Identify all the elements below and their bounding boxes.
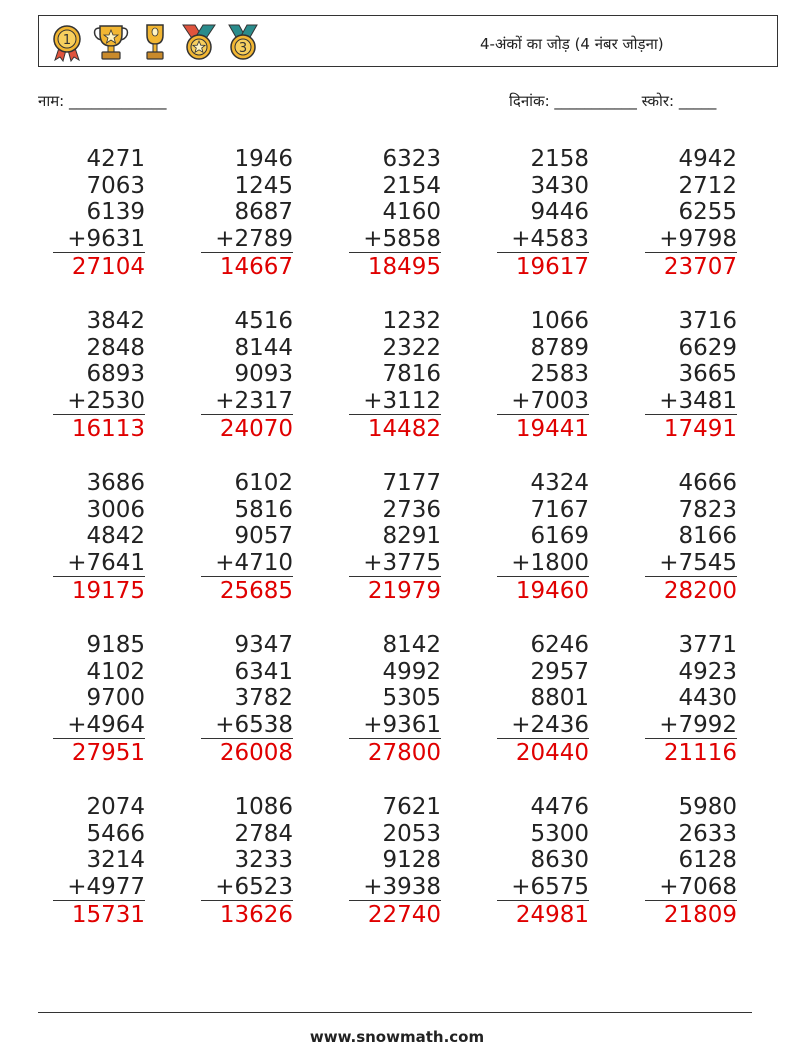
addend: 1946 <box>234 146 293 172</box>
addition-problem <box>349 146 441 281</box>
addend-last: +9361 <box>349 712 441 740</box>
addend-last: +2789 <box>201 226 293 254</box>
answer: 24981 <box>515 902 589 928</box>
addend: 3665 <box>678 361 737 387</box>
addend-last: +3938 <box>349 874 441 902</box>
addend: 2633 <box>678 820 737 847</box>
addend: 6246 <box>530 632 589 658</box>
addend: 5816 <box>234 496 293 523</box>
addend-last: +6575 <box>497 874 589 902</box>
medal-number: 3 <box>238 41 248 56</box>
addition-problem <box>349 794 441 929</box>
answer: 27800 <box>367 740 441 766</box>
addend-last: +2530 <box>53 388 145 416</box>
footer-site: www.snowmath.com <box>309 1028 485 1046</box>
addend: 1245 <box>234 172 293 199</box>
addend: 5300 <box>530 820 589 847</box>
addend: 3233 <box>234 847 293 873</box>
addend: 4666 <box>678 470 737 496</box>
addition-problem <box>349 470 441 605</box>
addend: 6893 <box>86 361 145 387</box>
answer: 21809 <box>663 902 737 928</box>
answer: 21116 <box>663 740 737 766</box>
header-box <box>38 15 778 67</box>
addition-problem <box>53 308 145 443</box>
addend-last: +7545 <box>645 550 737 578</box>
addend-last: +1800 <box>497 550 589 578</box>
addend: 5466 <box>86 820 145 847</box>
answer: 19617 <box>515 254 589 280</box>
date-score-field: दिनांक: ___________ स्कोर: _____ <box>509 92 717 110</box>
addend-last: +4977 <box>53 874 145 902</box>
addend: 5305 <box>382 685 441 711</box>
answer: 19175 <box>71 578 145 604</box>
gold-medal-1-icon <box>47 22 87 62</box>
addend: 3214 <box>86 847 145 873</box>
answer: 25685 <box>219 578 293 604</box>
answer: 19460 <box>515 578 589 604</box>
addend: 8630 <box>530 847 589 873</box>
addend-last: +6538 <box>201 712 293 740</box>
addend: 3716 <box>678 308 737 334</box>
addition-problem <box>645 146 737 281</box>
footer-divider <box>38 1012 752 1013</box>
addend-last: +2317 <box>201 388 293 416</box>
addend: 9057 <box>234 523 293 549</box>
addend-last: +6523 <box>201 874 293 902</box>
addend: 8144 <box>234 334 293 361</box>
addend-last: +5858 <box>349 226 441 254</box>
addend: 6169 <box>530 523 589 549</box>
addition-problem <box>349 308 441 443</box>
addend: 2154 <box>382 172 441 199</box>
answer: 14667 <box>219 254 293 280</box>
addend: 2583 <box>530 361 589 387</box>
addend: 3006 <box>86 496 145 523</box>
addend: 9347 <box>234 632 293 658</box>
addend: 9700 <box>86 685 145 711</box>
addend: 8801 <box>530 685 589 711</box>
addend: 6341 <box>234 658 293 685</box>
addend-last: +7068 <box>645 874 737 902</box>
answer: 21979 <box>367 578 441 604</box>
medal-row <box>47 22 263 62</box>
addend: 2053 <box>382 820 441 847</box>
cup-trophy-icon <box>135 22 175 62</box>
worksheet-title: 4-अंकों का जोड़ (4 नंबर जोड़ना) <box>480 35 664 53</box>
addition-problem <box>53 470 145 605</box>
addend-last: +2436 <box>497 712 589 740</box>
addend: 9446 <box>530 199 589 225</box>
answer: 17491 <box>663 416 737 442</box>
medal-number: 1 <box>62 33 72 48</box>
addition-problem <box>645 794 737 929</box>
addition-problem <box>201 470 293 605</box>
addend: 3430 <box>530 172 589 199</box>
addend: 2322 <box>382 334 441 361</box>
addend: 8789 <box>530 334 589 361</box>
addend-last: +9798 <box>645 226 737 254</box>
addend: 8142 <box>382 632 441 658</box>
addend: 2158 <box>530 146 589 172</box>
addend: 2848 <box>86 334 145 361</box>
addend: 4476 <box>530 794 589 820</box>
answer: 26008 <box>219 740 293 766</box>
addend: 2712 <box>678 172 737 199</box>
answer: 14482 <box>367 416 441 442</box>
addend: 9185 <box>86 632 145 658</box>
answer: 18495 <box>367 254 441 280</box>
addition-problem <box>497 308 589 443</box>
addend: 4102 <box>86 658 145 685</box>
addition-problem <box>497 470 589 605</box>
answer: 28200 <box>663 578 737 604</box>
addend: 4430 <box>678 685 737 711</box>
answer: 13626 <box>219 902 293 928</box>
answer: 23707 <box>663 254 737 280</box>
addend: 6128 <box>678 847 737 873</box>
addition-problem <box>497 632 589 767</box>
addend-last: +7003 <box>497 388 589 416</box>
addition-problem <box>201 146 293 281</box>
answer: 27104 <box>71 254 145 280</box>
answer: 15731 <box>71 902 145 928</box>
addend: 4324 <box>530 470 589 496</box>
addition-problem <box>497 146 589 281</box>
addend: 2074 <box>86 794 145 820</box>
addend: 9128 <box>382 847 441 873</box>
addition-problem <box>201 308 293 443</box>
addend: 2736 <box>382 496 441 523</box>
addition-problem <box>645 470 737 605</box>
addend-last: +4583 <box>497 226 589 254</box>
addition-problem <box>349 632 441 767</box>
answer: 22740 <box>367 902 441 928</box>
addend: 6139 <box>86 199 145 225</box>
addend-last: +4710 <box>201 550 293 578</box>
addend: 4923 <box>678 658 737 685</box>
star-medal-icon <box>179 22 219 62</box>
answer: 27951 <box>71 740 145 766</box>
addend-last: +7992 <box>645 712 737 740</box>
addend-last: +4964 <box>53 712 145 740</box>
addition-problem <box>645 632 737 767</box>
answer: 16113 <box>71 416 145 442</box>
addend: 6323 <box>382 146 441 172</box>
addend: 7167 <box>530 496 589 523</box>
addend: 7177 <box>382 470 441 496</box>
addend: 8291 <box>382 523 441 549</box>
addend: 5980 <box>678 794 737 820</box>
addend: 4942 <box>678 146 737 172</box>
addend: 4992 <box>382 658 441 685</box>
addition-problem <box>645 308 737 443</box>
addition-problem <box>53 794 145 929</box>
addend-last: +3775 <box>349 550 441 578</box>
addend: 7816 <box>382 361 441 387</box>
addend: 3782 <box>234 685 293 711</box>
name-field: नाम: _____________ <box>38 92 167 110</box>
answer: 19441 <box>515 416 589 442</box>
addend: 2957 <box>530 658 589 685</box>
addend: 6629 <box>678 334 737 361</box>
addend: 8687 <box>234 199 293 225</box>
addend: 1232 <box>382 308 441 334</box>
addend: 3686 <box>86 470 145 496</box>
addend: 1086 <box>234 794 293 820</box>
addend: 8166 <box>678 523 737 549</box>
addend-last: +9631 <box>53 226 145 254</box>
addend: 7823 <box>678 496 737 523</box>
addend-last: +3112 <box>349 388 441 416</box>
addend: 1066 <box>530 308 589 334</box>
addend: 7063 <box>86 172 145 199</box>
addend: 7621 <box>382 794 441 820</box>
answer: 20440 <box>515 740 589 766</box>
star-trophy-icon <box>91 22 131 62</box>
addend: 6102 <box>234 470 293 496</box>
addend-last: +7641 <box>53 550 145 578</box>
addend: 2784 <box>234 820 293 847</box>
addition-problem <box>497 794 589 929</box>
addition-problem <box>53 632 145 767</box>
addend: 4516 <box>234 308 293 334</box>
addend: 9093 <box>234 361 293 387</box>
addition-problem <box>201 632 293 767</box>
addend: 3771 <box>678 632 737 658</box>
addend: 3842 <box>86 308 145 334</box>
addend: 4271 <box>86 146 145 172</box>
bronze-medal-3-icon <box>223 22 263 62</box>
addend-last: +3481 <box>645 388 737 416</box>
addend: 4160 <box>382 199 441 225</box>
answer: 24070 <box>219 416 293 442</box>
addition-problem <box>53 146 145 281</box>
addend: 6255 <box>678 199 737 225</box>
addend: 4842 <box>86 523 145 549</box>
addition-problem <box>201 794 293 929</box>
